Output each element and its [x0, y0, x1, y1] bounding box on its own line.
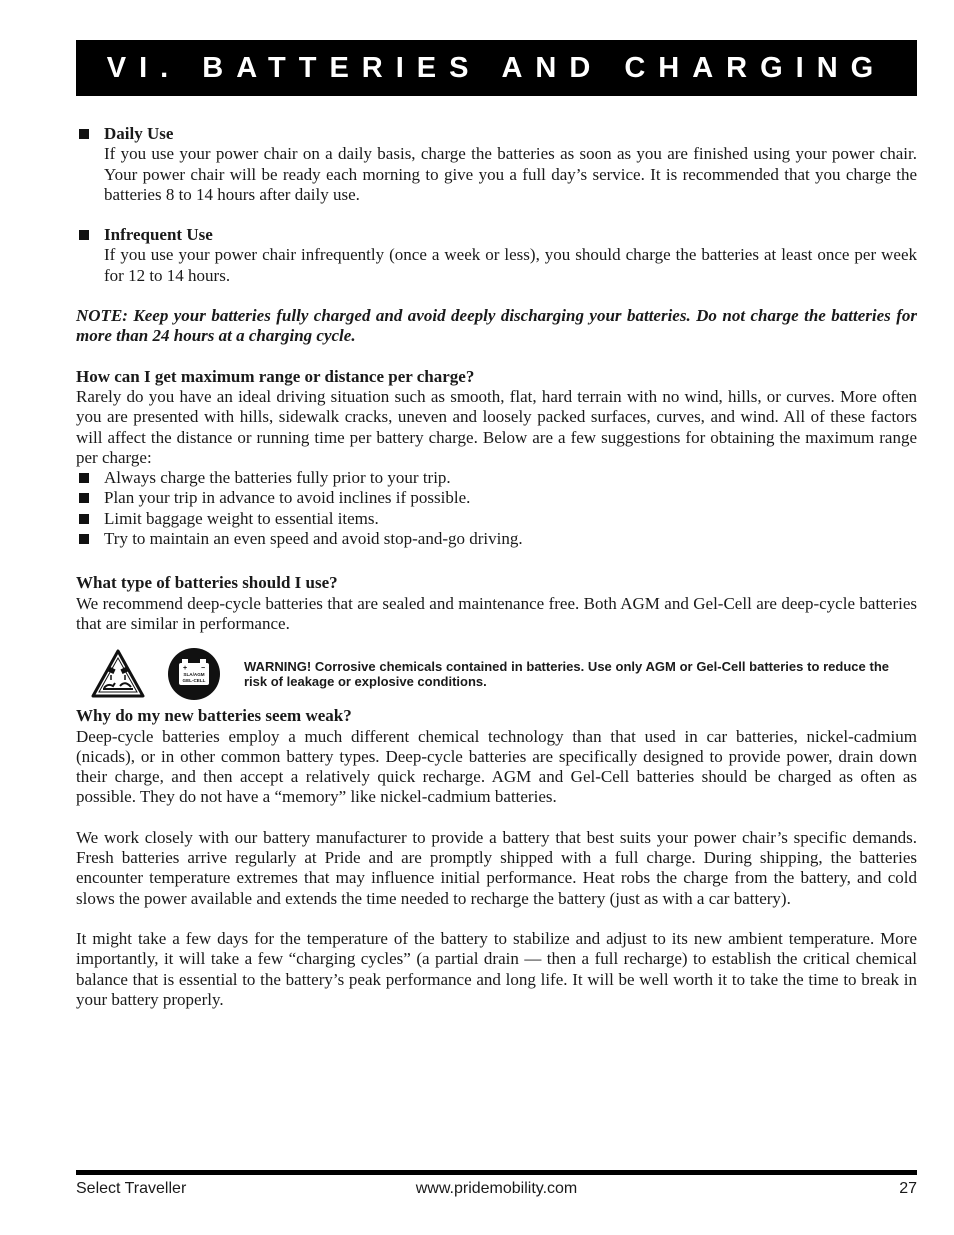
max-range-heading: How can I get maximum range or distance per charge? — [76, 366, 475, 386]
svg-text:GEL-CELL: GEL-CELL — [182, 678, 206, 684]
warning-text: WARNING! Corrosive chemicals contained in batteries. Use only AGM or Gel-Cell batteries to reduce the risk of leakage or explosive conditions. — [244, 658, 889, 690]
page-footer — [76, 1180, 917, 1200]
square-bullet-icon — [76, 509, 104, 529]
square-bullet-icon — [76, 468, 104, 488]
range-tips-list — [76, 468, 917, 549]
weak-batteries-paragraph-1: Deep-cycle batteries employ a much different chemical technology than that used in car batteries, nickel-cadmium (nicads), or in other common battery types. Deep-cycle batteries are specifically designed to provide power, drain down their charge, and then accept a relatively quick recharge. AGM and Gel-Cell batteries should be charged as often as possible. They do not have a “memory” like nickel-cadmium batteries. — [76, 726, 917, 807]
square-bullet-icon — [76, 488, 104, 508]
warning-block — [76, 644, 917, 704]
footer-website: www.pridemobility.com — [415, 1180, 578, 1197]
page-title: VI. BATTERIES AND CHARGING — [106, 51, 887, 84]
svg-text:SLA/AGM: SLA/AGM — [183, 672, 205, 678]
footer-rule — [76, 1170, 917, 1175]
list-item: Try to maintain an even speed and avoid stop-and-go driving. — [76, 529, 917, 549]
svg-text:−: − — [200, 665, 206, 673]
daily-use-body: If you use your power chair on a daily basis, charge the batteries as soon as you are finished using your power chair. Your power chair will be ready each morning to give you a full day’s service. It is recommended that you charge the batteries 8 to 14 hours after daily use. — [104, 144, 917, 204]
page-number: 27 — [899, 1180, 917, 1197]
svg-text:+: + — [182, 665, 188, 673]
weak-batteries-heading: Why do my new batteries seem weak? — [76, 706, 352, 726]
section-title-bar — [76, 40, 917, 96]
weak-batteries-paragraph-2: We work closely with our battery manufacturer to provide a battery that best suits your power chair’s specific demands. Fresh batteries arrive regularly at Pride and are promptly shipped with a full charge. During shipping, the batteries encounter temperature extremes that may influence initial performance. Heat robs the charge from the battery, and cold slows the power available and extends the time needed to recharge the battery (just as with a car battery). — [76, 827, 917, 908]
footer-product-name: Select Traveller — [76, 1180, 187, 1197]
square-bullet-icon — [76, 225, 104, 286]
daily-use-section — [76, 124, 917, 205]
square-bullet-icon — [76, 124, 104, 205]
list-item: Limit baggage weight to essential items. — [76, 509, 917, 529]
daily-use-heading: Daily Use — [104, 124, 174, 143]
charging-note: NOTE: Keep your batteries fully charged and avoid deeply discharging your batteries. Do not charge the batteries for more than 24 hours at a charging cycle. — [76, 306, 917, 346]
weak-batteries-paragraph-3: It might take a few days for the temperature of the battery to stabilize and adjust to its new ambient temperature. More importantly, it will take a few “charging cycles” (a partial drain — then a full recharge) to establish the critical chemical balance that is essential to the battery’s peak performance and long life. It will be well worth it to take the time to break in your battery properly. — [76, 928, 917, 1009]
infrequent-use-body: If you use your power chair infrequently (once a week or less), you should charge the batteries at least once per week for 12 to 14 hours. — [104, 245, 917, 285]
battery-type-heading: What type of batteries should I use? — [76, 573, 338, 593]
list-item: Always charge the batteries fully prior to your trip. — [76, 468, 917, 488]
battery-icon — [166, 646, 222, 702]
battery-type-body: We recommend deep-cycle batteries that are sealed and maintenance free. Both AGM and Gel-Cell are deep-cycle batteries that are similar in performance. — [76, 593, 917, 633]
corrosive-warning-icon — [90, 648, 146, 700]
list-item: Plan your trip in advance to avoid inclines if possible. — [76, 488, 917, 508]
square-bullet-icon — [76, 529, 104, 549]
page-content — [76, 124, 917, 1010]
max-range-body: Rarely do you have an ideal driving situation such as smooth, flat, hard terrain with no wind, hills, or curves. More often you are presented with hills, sidewalk cracks, uneven and loosely packed surfaces, curves, and wind. All of these factors will affect the distance or running time per battery charge. Below are a few suggestions for obtaining the maximum range per charge: — [76, 386, 917, 467]
infrequent-use-section — [76, 225, 917, 286]
infrequent-use-heading: Infrequent Use — [104, 225, 213, 245]
